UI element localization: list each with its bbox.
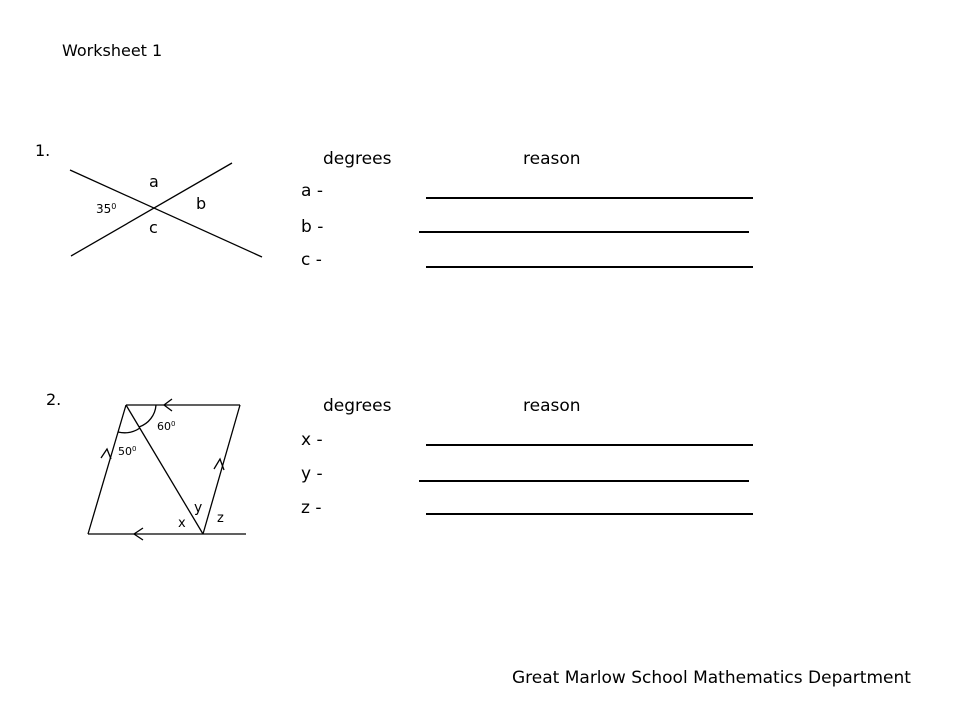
q2-left-arrow-icon <box>101 449 111 459</box>
q2-angle-arc-60 <box>139 405 156 427</box>
q1-header-reason: reason <box>523 149 581 169</box>
q2-row-z-label: z - <box>301 498 322 518</box>
q1-row-b-label: b - <box>301 217 324 237</box>
q2-angle-50-value: 50 <box>118 445 132 458</box>
q2-angle-60-value: 60 <box>157 420 171 433</box>
q2-angle-60-label <box>157 420 175 433</box>
q2-label-x: x <box>178 516 186 531</box>
q2-angle-60-degree-mark: 0 <box>171 420 176 428</box>
q1-label-b: b <box>196 194 207 213</box>
question-1-number: 1. <box>35 141 51 160</box>
q2-row-y-label: y - <box>301 464 323 484</box>
q1-angle-value: 35 <box>96 202 112 216</box>
footer-department: Great Marlow School Mathematics Department <box>512 668 911 688</box>
q1-row-c-label: c - <box>301 250 322 270</box>
q2-angle-50-degree-mark: 0 <box>132 445 137 453</box>
q2-row-x-label: x - <box>301 430 323 450</box>
q2-label-y: y <box>194 500 203 516</box>
q1-header-degrees: degrees <box>323 149 392 169</box>
q2-row-x-answer-line[interactable] <box>426 444 753 446</box>
q2-header-reason: reason <box>523 396 581 416</box>
q2-angle-arc-50 <box>118 428 140 433</box>
q2-row-z-answer-line[interactable] <box>426 513 753 515</box>
q2-label-z: z <box>217 511 224 526</box>
q2-angle-50-label <box>118 445 136 458</box>
q2-header-degrees: degrees <box>323 396 392 416</box>
q2-row-y-answer-line[interactable] <box>419 480 749 482</box>
q1-row-a-label: a - <box>301 181 323 201</box>
q2-left-side <box>88 405 126 534</box>
q1-label-a: a <box>149 172 159 191</box>
q1-angle-degree-mark: 0 <box>111 202 117 211</box>
worksheet-title: Worksheet 1 <box>62 41 163 60</box>
question-2-number: 2. <box>46 390 62 409</box>
q1-label-c: c <box>149 218 158 237</box>
